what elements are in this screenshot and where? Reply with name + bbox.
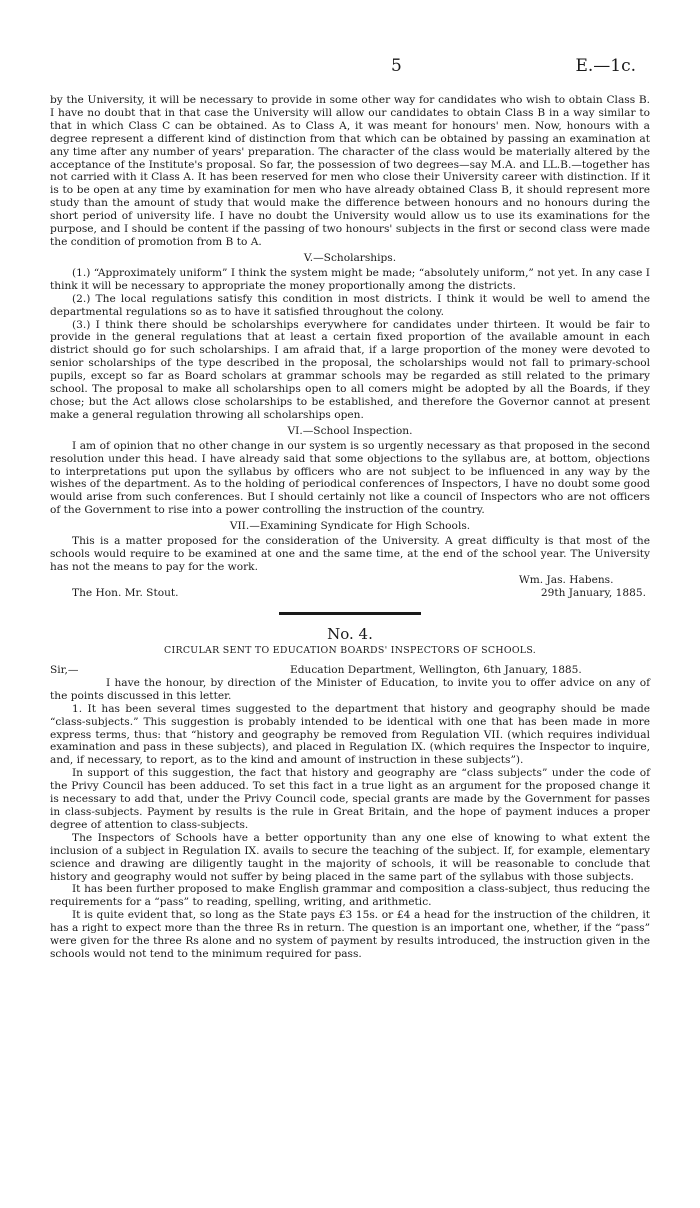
salutation-line [50, 664, 650, 677]
circular-paragraph-2: In support of this suggestion, the fact that history and geography are “class subjects” under the code of the Privy Council has been adduced. To set this fact in a true light as an argument for the proposed change it is necessary to add that, under the Privy Council code, special grants are made by the Government for passes in class-subjects. Payment by results is the rule in Great Britain, and the hope of payment induces a proper degree of attention to class-subjects. [50, 767, 650, 831]
section-v-paragraph-1: (1.) “Approximately uniform” I think the system might be made; “absolutely uniform,” not yet. In any case I think it will be necessary to appropriate the money proportionally among the districts. [50, 266, 650, 292]
section-vii-heading: VII.—Examining Syndicate for High Schools. [229, 520, 471, 533]
signer-name: Wm. Jas. Habens. [518, 573, 614, 586]
section-divider [279, 612, 421, 615]
section-vi-paragraph-1: I am of opinion that no other change in our system is so urgently necessary as that proposed in the second resolution under this head. I have already said that some objections to the syllabus are, at bottom, objections to interpretations put upon the syllabus by officers who are not subject to be influenced in any way by the wishes of the department. As to the holding of periodical conferences of Inspectors, I have no doubt some good would arise from such conferences. But I should certainly not like a council of Inspectors who are not officers of the Government to rise into a power controlling the instruction of the country. [50, 439, 650, 517]
circular-paragraph-3: The Inspectors of Schools have a better opportunity than any one else of knowing to what extent the inclusion of a subject in Regulation IX. avails to secure the teaching of the subject. If, for example, elementary science and drawing are diligently taught in the majority of schools, it will be reasonable to conclude that history and geography would not suffer by being placed in the same part of the syllabus with those subjects. [50, 831, 650, 883]
circular-title: CIRCULAR SENT TO EDUCATION BOARDS' INSPECTORS OF SCHOOLS. [163, 644, 537, 656]
section-v-heading: V.—Scholarships. [303, 251, 397, 264]
circular-paragraph-4: It has been further proposed to make English grammar and composition a class-subject, thus reducing the requirements for a “pass” to reading, spelling, writing, and arithmetic. [50, 883, 650, 909]
section-v-paragraph-3: (3.) I think there should be scholarships everywhere for candidates under thirteen. It would be fair to provide in the general regulations that at least a certain fixed proportion of the available amount in each district should go for such scholarships. I am afraid that, if a large proportion of the money were devoted to senior scholarships of the type described in the proposal, the scholarships would not fall to primary-school pupils, except so far as Board scholars at grammar schools may be regarded as still related to the primary school. The proposal to make all scholarships open to all comers might be adopted by all the Boards, if they chose; but the Act allows close scholarships to be established, and therefore the Governor cannot at present make a general regulation throwing all scholarships open. [50, 318, 650, 421]
document-number-title: No. 4. [327, 624, 373, 643]
signature [519, 574, 650, 600]
section-vi-heading: VI.—School Inspection. [287, 424, 413, 437]
signoff-date: 29th January, 1885. [540, 586, 646, 599]
signoff-block [50, 574, 650, 600]
section-vii-paragraph-1: This is a matter proposed for the consideration of the University. A great difficulty is that most of the schools would require to be examined at one and the same time, at the end of the school year. The University has not the means to pay for the work. [50, 535, 650, 573]
page-number: 5 [391, 56, 402, 76]
circular-paragraph-1: 1. It has been several times suggested to the department that history and geography should be made “class-subjects.” This suggestion is probably intended to be identical with one that has been made in more express terms, thus: that “history and geography be removed from Regulation VII. (which requires individual examination and pass in these subjects), and placed in Regulation IX. (which requires the Inspector to inquire, and, if necessary, to report, as to the kind and amount of instruction in these subjects”). [50, 702, 650, 767]
intro-paragraph: by the University, it will be necessary to provide in some other way for candidates who wish to obtain Class B. I have no doubt that in that case the University will allow our candidates to obtain Class B in a way similar to that in which Class C can be obtained. As to Class A, it was meant for honours' men. Now, honours with a degree represent a different kind of distinction from that which can be obtained by passing an examination at any time after any number of years' preparation. The character of the class would be materially altered by the acceptance of the Institute's proposal. So far, the possession of two degrees—say M.A. and LL.B.—together has not carried with it Class A. It has been reserved for men who close their University career with distinction. If it is to be open at any time by examination for men who have already obtained Class B, it should represent more study than the amount of study that would make the difference between honours and no honours during the short period of university life. I have no doubt the University would allow us to use its examinations for the purpose, and I should be content if the passing of two honours' subjects in the first or second class were made the condition of promotion from B to A. [50, 94, 650, 248]
page-reference: E.—1c. [575, 56, 636, 76]
page-header [50, 0, 650, 94]
circular-paragraph-5: It is quite evident that, so long as the State pays £3 15s. or £4 a head for the instruction of the children, it has a right to expect more than the three Rs in return. The question is an important one, whether, if the “pass” were given for the three Rs alone and no system of payment by results introduced, the instruction given in the schools would not tend to the minimum required for pass. [50, 909, 650, 960]
section-v-paragraph-2: (2.) The local regulations satisfy this condition in most districts. I think it would be well to amend the departmental regulations so as to have it satisfied throughout the colony. [50, 292, 650, 318]
circular-opening: I have the honour, by direction of the Minister of Education, to invite you to offer advice on any of the points discussed in this letter. [50, 676, 650, 702]
salutation: Sir,— [50, 663, 79, 676]
dateline: Education Department, Wellington, 6th January, 1885. [290, 663, 582, 676]
addressee: The Hon. Mr. Stout. [72, 586, 179, 599]
